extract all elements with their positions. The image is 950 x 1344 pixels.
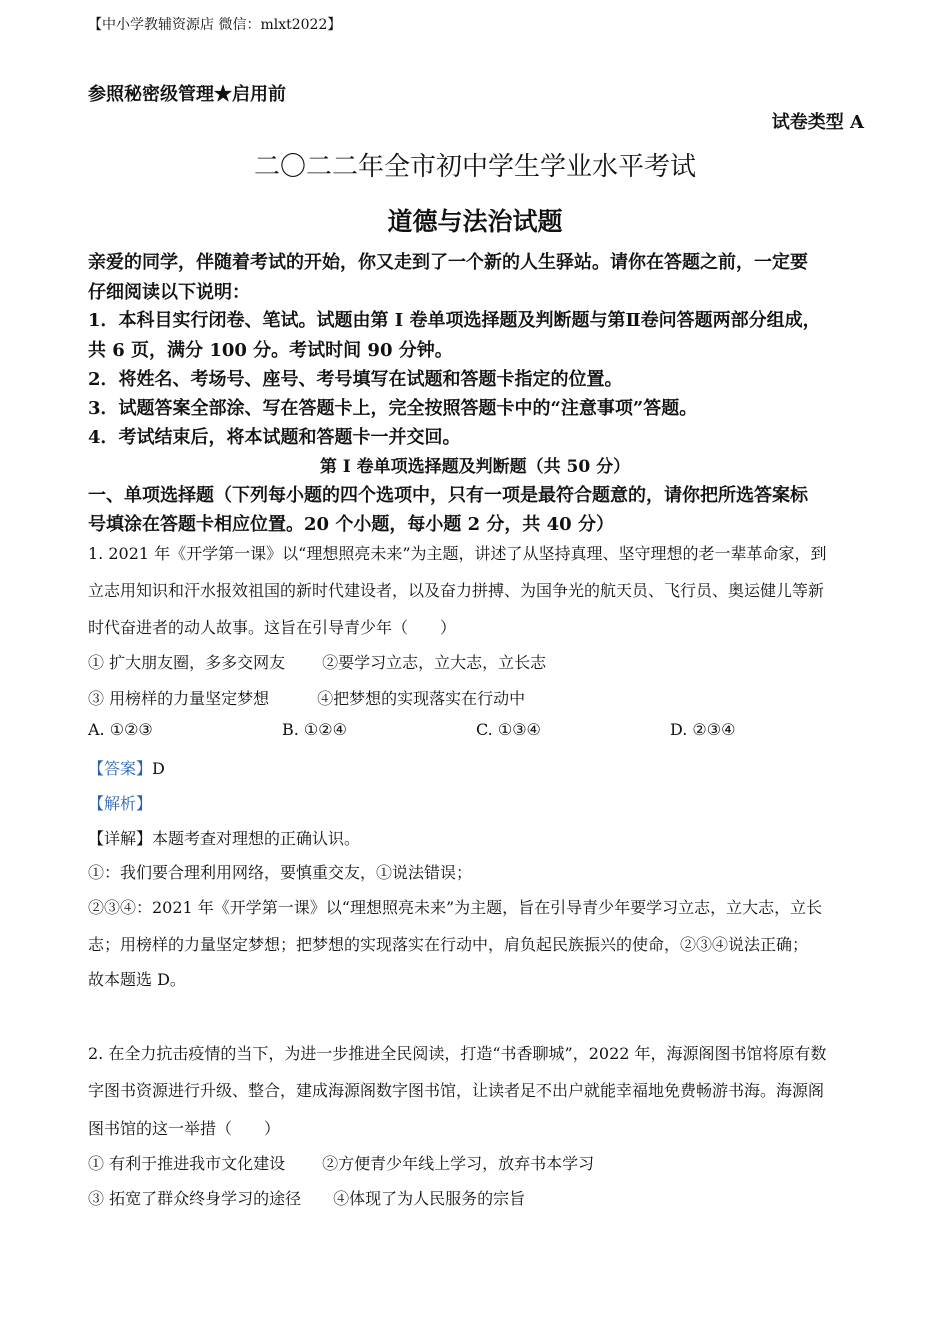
q1-detail: 故本题选 D。 <box>88 970 186 989</box>
q2-item: ③ 拓宽了群众终身学习的途径 ④体现了为人民服务的宗旨 <box>88 1189 526 1208</box>
q1-stem: 立志用知识和汗水报效祖国的新时代建设者，以及奋力拼搏、为国争光的航天员、飞行员、奥运健儿等新 <box>88 581 825 600</box>
part-one-heading: 一、单项选择题（下列每小题的四个选项中，只有一项是最符合题意的，请你把所选答案标 <box>88 485 808 506</box>
answer-value: D <box>152 759 165 778</box>
intro-line: 4．考试结束后，将本试题和答题卡一并交回。 <box>88 427 461 448</box>
part-one-heading: 号填涂在答题卡相应位置。20 个小题，每小题 2 分，共 40 分） <box>88 514 614 535</box>
paper-type: 试卷类型 A <box>771 112 864 133</box>
secret-level: 参照秘密级管理★启用前 <box>88 84 286 105</box>
intro-line: 仔细阅读以下说明： <box>88 282 250 303</box>
q1-option-c: C. ①③④ <box>476 720 541 739</box>
section-title: 第 I 卷单项选择题及判断题（共 50 分） <box>319 457 631 477</box>
q1-option-d: D. ②③④ <box>670 720 736 739</box>
intro-line: 亲爱的同学，伴随着考试的开始，你又走到了一个新的人生驿站。请你在答题之前，一定要 <box>88 252 808 273</box>
exam-title: 二〇二二年全市初中学生学业水平考试 <box>253 152 696 182</box>
analysis-label: 【解析】 <box>88 794 153 813</box>
intro-line: 2．将姓名、考场号、座号、考号填写在试题和答题卡指定的位置。 <box>88 369 623 390</box>
answer-label: 【答案】 <box>88 759 153 778</box>
q1-stem: 1. 2021 年《开学第一课》以“理想照亮未来”为主题，讲述了从坚持真理、坚守理想的老一辈革命家，到 <box>88 544 827 563</box>
intro-line: 共 6 页，满分 100 分。考试时间 90 分钟。 <box>88 340 453 361</box>
q1-detail: ①：我们要合理利用网络，要慎重交友，①说法错误； <box>88 863 473 882</box>
q1-stem: 时代奋进者的动人故事。这旨在引导青少年（ ） <box>88 618 457 637</box>
q2-stem: 字图书资源进行升级、整合，建成海源阁数字图书馆，让读者足不出户就能幸福地免费畅游书海。海源阁 <box>88 1081 825 1100</box>
q2-stem: 图书馆的这一举措（ ） <box>88 1119 281 1138</box>
q2-stem: 2. 在全力抗击疫情的当下，为进一步推进全民阅读，打造“书香聊城”，2022 年，海源阁图书馆将原有数 <box>88 1044 827 1063</box>
q1-option-a: A. ①②③ <box>88 720 153 739</box>
q1-answer <box>88 756 165 779</box>
q1-detail: 志；用榜样的力量坚定梦想；把梦想的实现落实在行动中，肩负起民族振兴的使命，②③④说法正确； <box>88 935 809 954</box>
intro-line: 1．本科目实行闭卷、笔试。试题由第 I 卷单项选择题及判断题与第Ⅱ卷问答题两部分组成， <box>88 310 821 331</box>
q2-item: ① 有利于推进我市文化建设 ②方便青少年线上学习，放弃书本学习 <box>88 1154 595 1173</box>
q1-detail: ②③④：2021 年《开学第一课》以“理想照亮未来”为主题，旨在引导青少年要学习立志，立大志，立长 <box>88 898 823 917</box>
q1-detail: 【详解】本题考查对理想的正确认识。 <box>88 829 361 848</box>
intro-line: 3．试题答案全部涂、写在答题卡上，完全按照答题卡中的“注意事项”答题。 <box>88 398 698 419</box>
q1-item: ① 扩大朋友圈，多多交网友 ②要学习立志，立大志，立长志 <box>88 653 547 672</box>
q1-item: ③ 用榜样的力量坚定梦想 ④把梦想的实现落实在行动中 <box>88 689 526 708</box>
q1-option-b: B. ①②④ <box>282 720 347 739</box>
subject-title: 道德与法治试题 <box>387 207 563 236</box>
header-note: 【中小学教辅资源店 微信：mlxt2022】 <box>88 17 342 33</box>
